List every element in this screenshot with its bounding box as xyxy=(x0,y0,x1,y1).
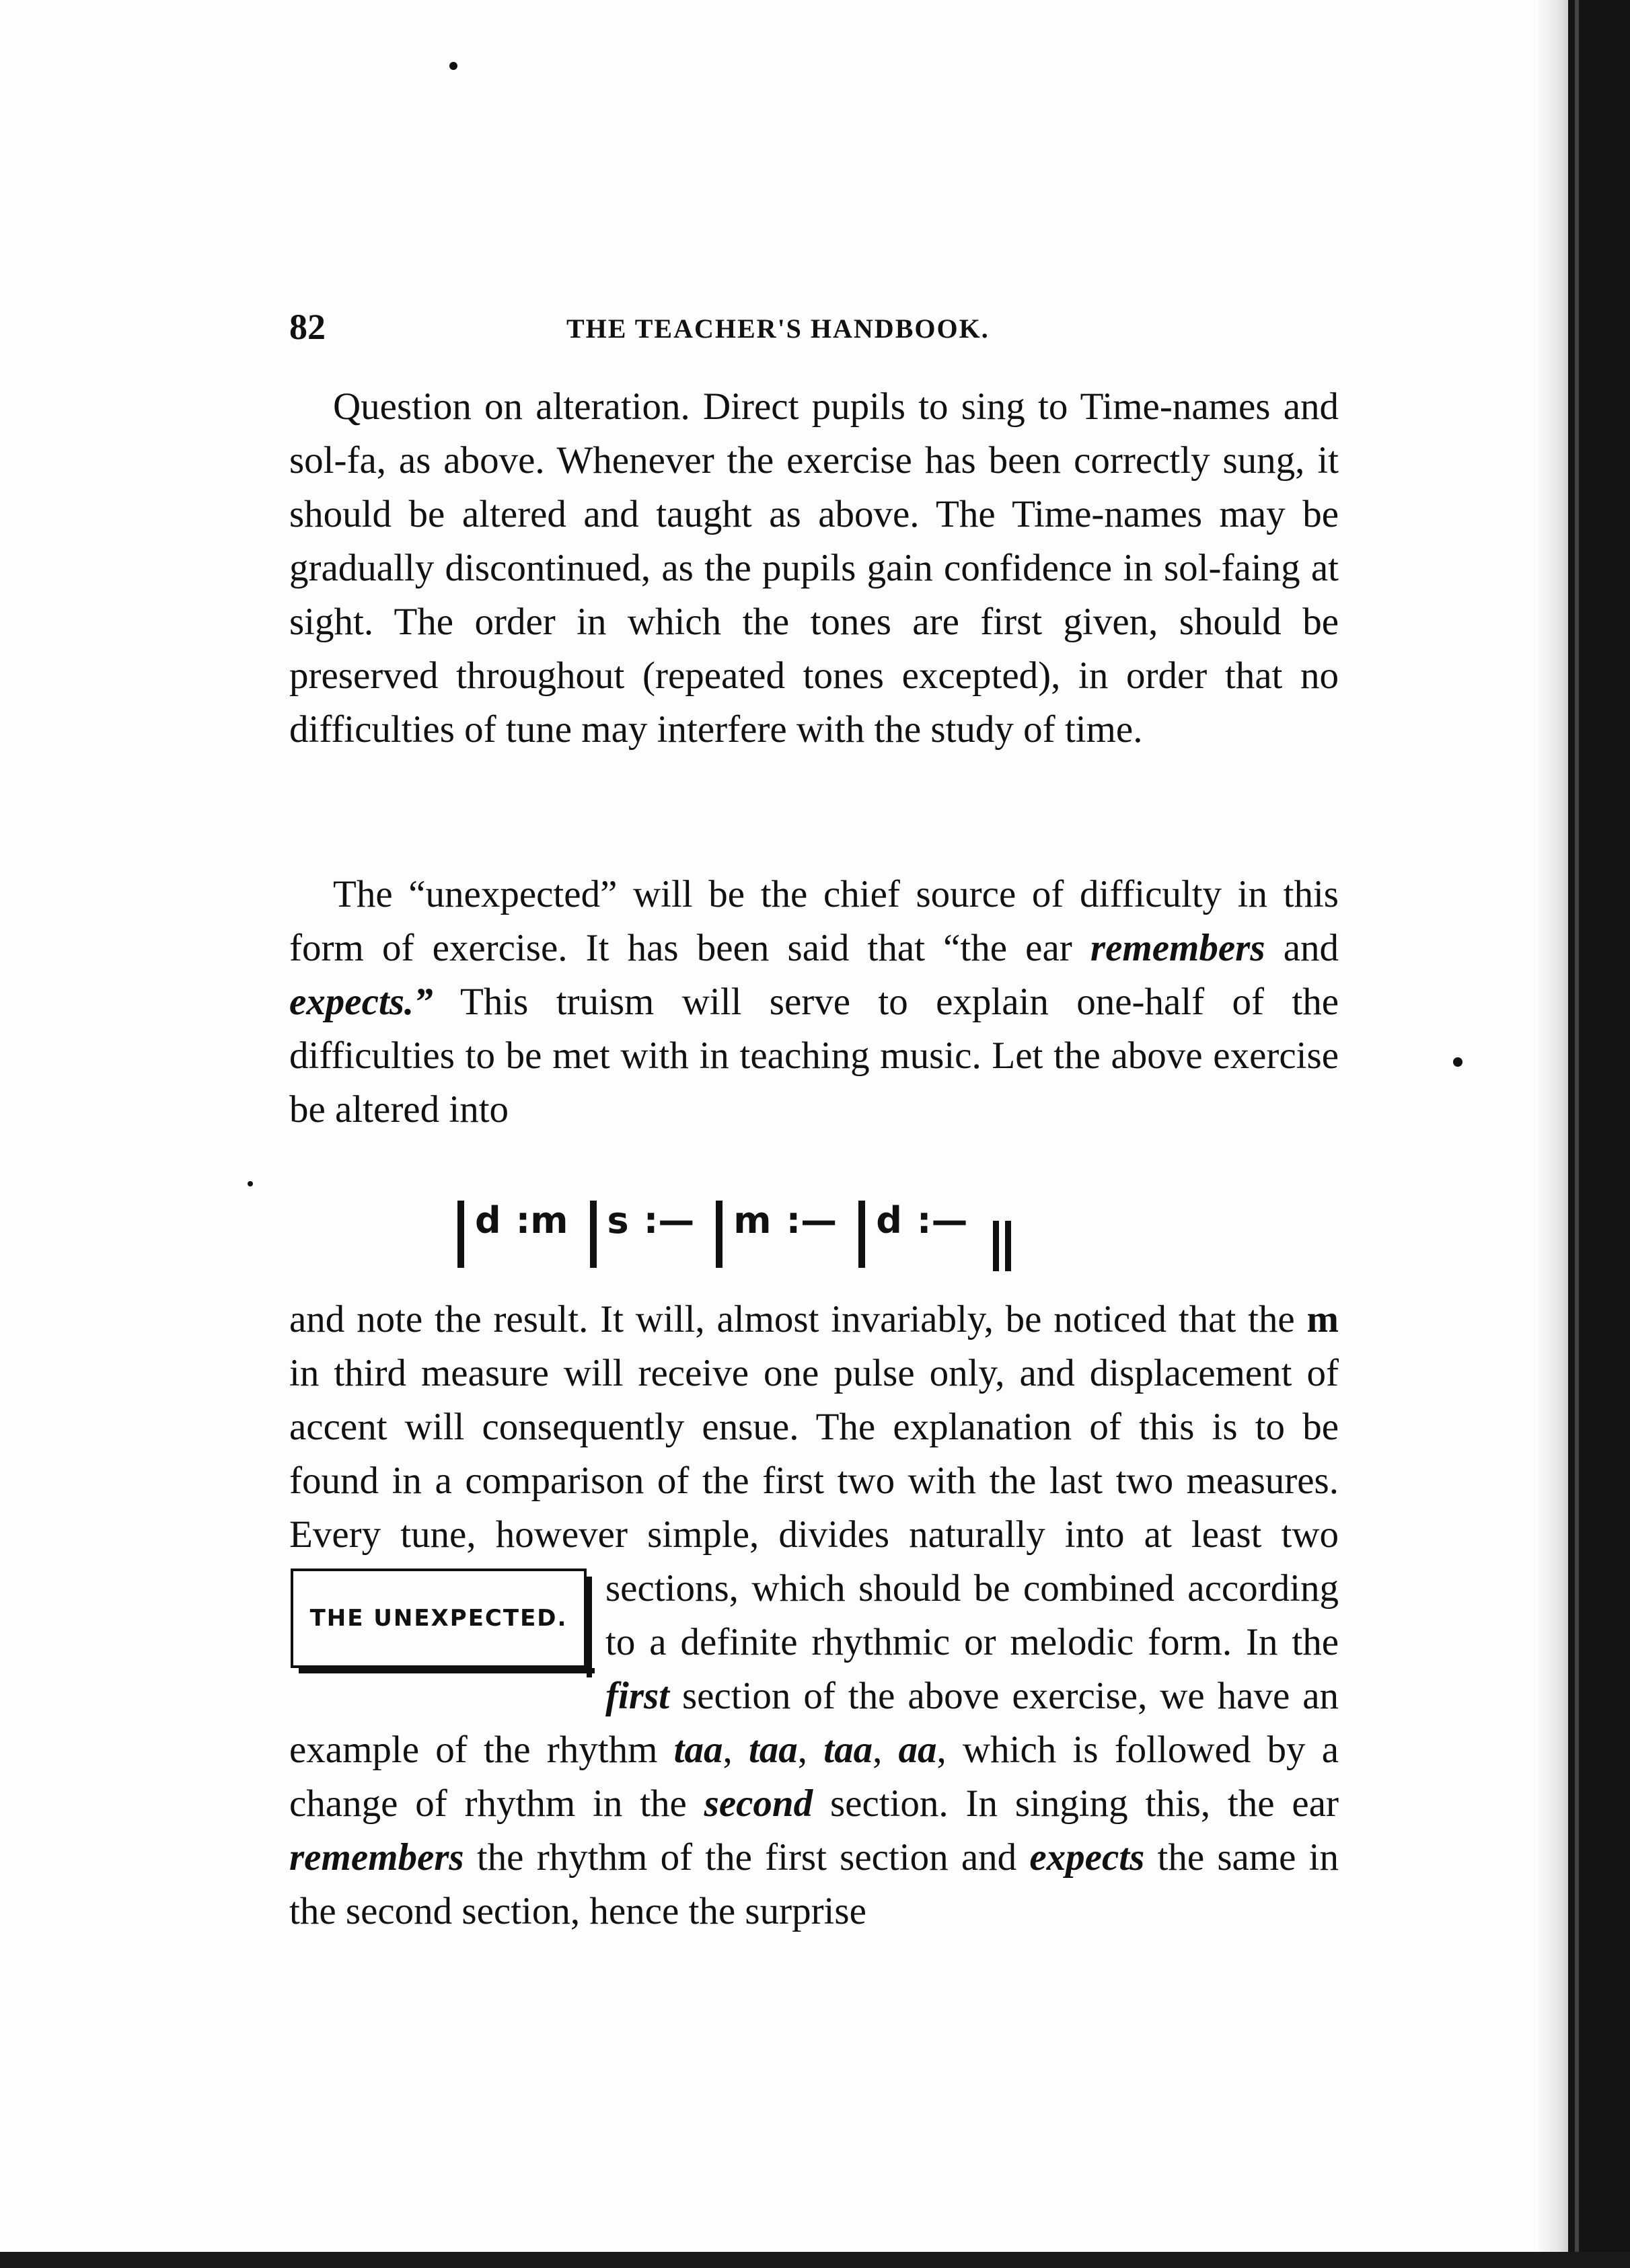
note: :— xyxy=(916,1199,968,1242)
emphasis-expects: expects xyxy=(1029,1836,1145,1879)
scan-speck xyxy=(449,62,457,70)
note: :— xyxy=(643,1199,695,1242)
note: :— xyxy=(786,1199,838,1242)
paragraph-3-text-g: the same in the second section, hence the surprise xyxy=(289,1836,1339,1932)
measure-1 xyxy=(457,1201,583,1268)
scan-right-edge xyxy=(1568,0,1630,2268)
measure-4 xyxy=(858,1201,982,1268)
paragraph-3-text-f: the rhythm of the first section and xyxy=(464,1836,1030,1879)
paragraph-3-text-b: in third measure will receive one pulse only, and displacement of accent will consequently ensue. The explanation of this is to be found in a comparison of the first two with the last two measures. Every tune, however simple, divides naturally into at least two sections, which should be combined according to a definite rhythmic or melodic form. In the xyxy=(289,1352,1339,1663)
separator: , xyxy=(723,1729,749,1771)
emphasis-first: first xyxy=(605,1675,670,1717)
sol-fa-notation xyxy=(457,1201,1017,1281)
margin-note: THE UNEXPECTED. xyxy=(309,1605,568,1632)
paragraph-3-text-d: , which is followed by a change of rhythm in the xyxy=(289,1729,1339,1825)
emphasis-second: second xyxy=(704,1782,813,1825)
emphasis-remembers: remembers xyxy=(1090,927,1265,969)
note: d xyxy=(876,1199,902,1242)
note-m: m xyxy=(1306,1298,1339,1340)
emphasis-taa: taa xyxy=(748,1729,798,1771)
paragraph-3-text-e: section. In singing this, the ear xyxy=(813,1782,1339,1825)
emphasis-taa: taa xyxy=(673,1729,723,1771)
paragraph-3 xyxy=(289,1293,1339,1938)
page-number: 82 xyxy=(289,307,326,347)
note: s xyxy=(607,1199,629,1242)
note: m xyxy=(733,1199,772,1242)
note: d xyxy=(475,1199,501,1242)
page-header xyxy=(289,306,1339,353)
bar-line xyxy=(716,1201,723,1268)
bar-line xyxy=(858,1201,865,1268)
paragraph-3-text-c: section of the above exercise, we have an example of the rhythm xyxy=(289,1675,1339,1771)
separator: , xyxy=(873,1729,899,1771)
paragraph-2-text-a: The “unexpected” will be the chief source of difficulty in this form of exercise. It has been said that “the ear xyxy=(289,873,1339,969)
scan-speck xyxy=(1453,1057,1462,1067)
measure-2 xyxy=(590,1201,710,1268)
paragraph-2 xyxy=(289,868,1339,1137)
bar-line xyxy=(457,1201,464,1268)
paragraph-2-text-b: and xyxy=(1265,927,1339,969)
scan-speck xyxy=(248,1181,253,1186)
note: :m xyxy=(515,1199,568,1242)
scan-bottom-edge xyxy=(0,2252,1630,2268)
emphasis-aa: aa xyxy=(898,1729,937,1771)
emphasis-remembers: remembers xyxy=(289,1836,464,1879)
running-head: THE TEACHER'S HANDBOOK. xyxy=(566,313,990,344)
paragraph-3-text-a: and note the result. It will, almost invariably, be noticed that the xyxy=(289,1298,1307,1340)
margin-note-wrap xyxy=(289,1563,605,1671)
paragraph-2-text-c: This truism will serve to explain one-half of the difficulties to be met with in teaching music. Let the above exercise be altered into xyxy=(289,981,1339,1131)
emphasis-expects: expects.” xyxy=(289,981,433,1023)
emphasis-taa: taa xyxy=(823,1729,873,1771)
paragraph-1: Question on alteration. Direct pupils to sing to Time-names and sol-fa, as above. Whenever the exercise has been correctly sung, it should be altered and taught as above. The Time-names may be gradually discontinued, as the pupils gain confidence in sol-faing at sight. The order in which the tones are first given, should be preserved throughout (repeated tones excepted), in order that no difficulties of tune may interfere with the study of time. xyxy=(289,385,1339,751)
separator: , xyxy=(797,1729,824,1771)
bar-line xyxy=(590,1201,597,1268)
measure-3 xyxy=(716,1201,852,1268)
double-bar-line xyxy=(993,1221,1017,1271)
